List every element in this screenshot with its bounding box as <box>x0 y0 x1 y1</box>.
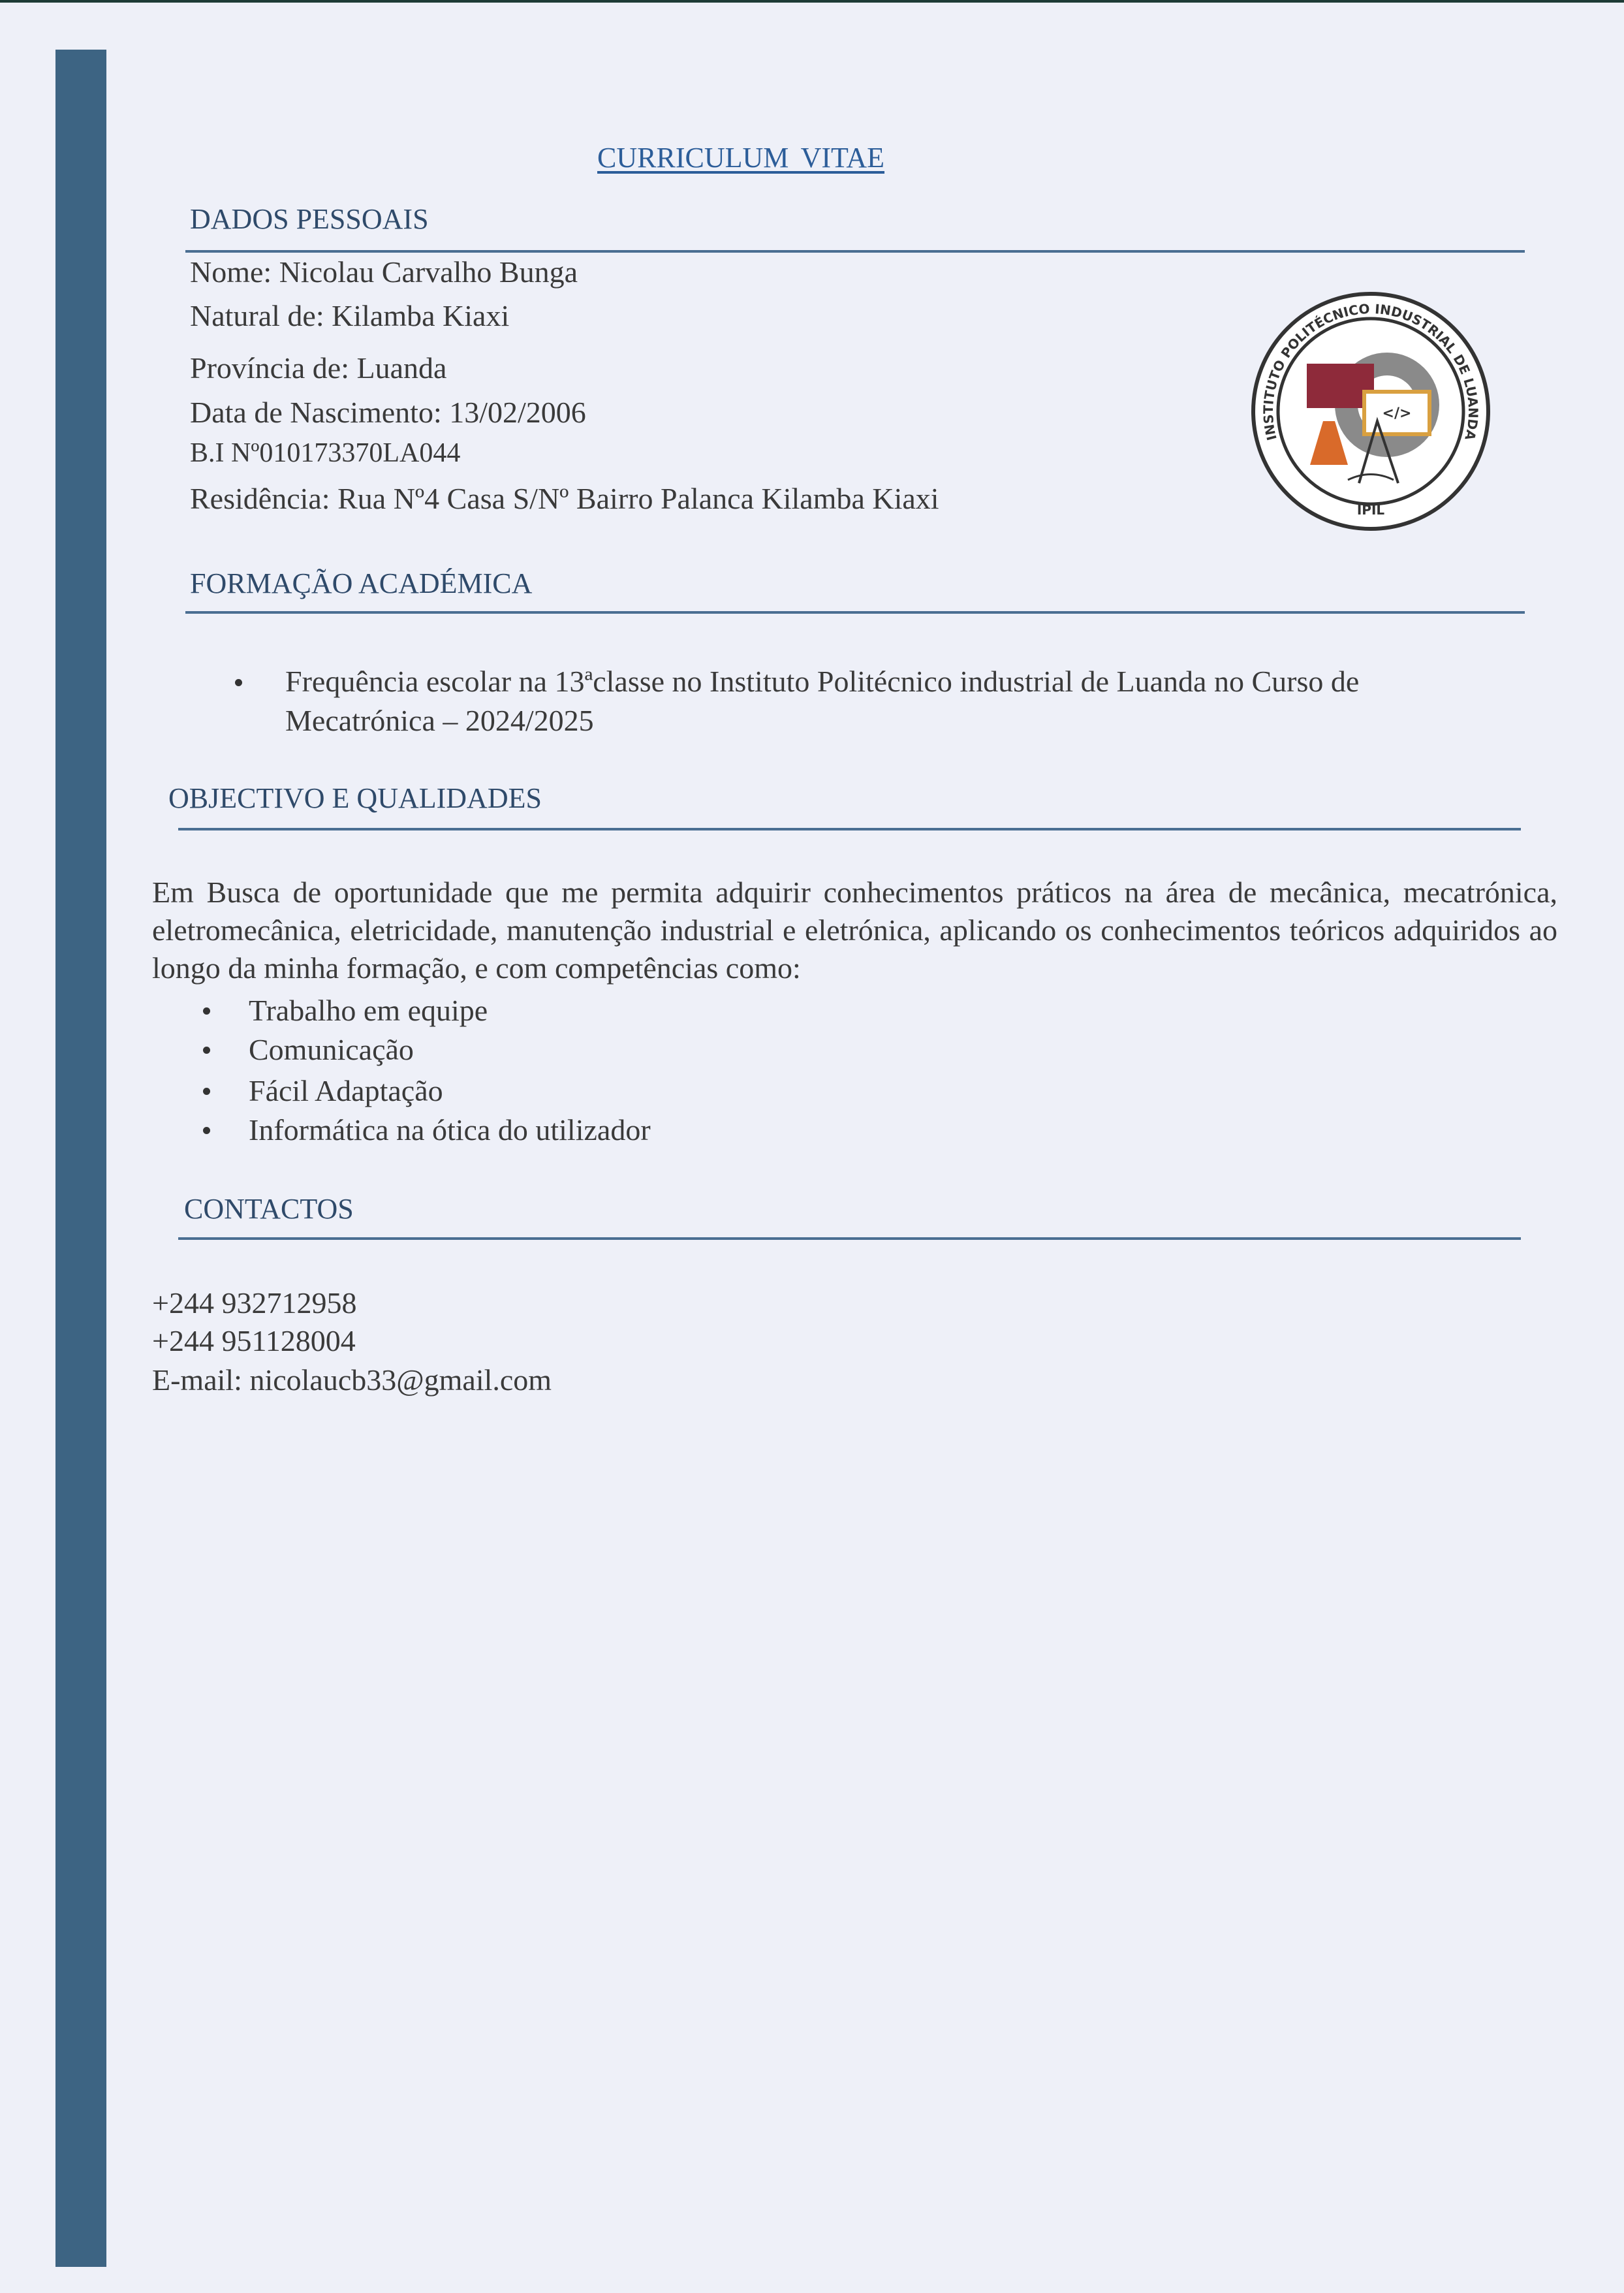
skill-item: Trabalho em equipe <box>249 994 488 1027</box>
skill-item: Comunicação <box>249 1033 414 1066</box>
name-field: Nome: Nicolau Carvalho Bunga <box>190 255 578 289</box>
sidebar-accent-bar <box>55 50 106 2267</box>
logo-abbr: IPIL <box>1356 502 1385 518</box>
school-logo-seal <box>1247 287 1495 535</box>
skill-item: Informática na ótica do utilizador <box>249 1113 651 1146</box>
natural-field: Natural de: Kilamba Kiaxi <box>190 299 510 332</box>
section-heading-personal: DADOS PESSOAIS <box>190 203 429 235</box>
section-heading-objective: OBJECTIVO E QUALIDADES <box>168 782 542 814</box>
education-item-cont: Mecatrónica – 2024/2025 <box>285 704 594 737</box>
divider <box>178 828 1521 830</box>
bullet-icon <box>203 1088 210 1095</box>
education-item: Frequência escolar na 13ªclasse no Instituto Politécnico industrial de Luanda no Curso de <box>285 665 1360 698</box>
divider <box>178 1237 1521 1240</box>
logo-ring-text: INSTITUTO POLITÉCNICO INDUSTRIAL DE LUANDA <box>1260 300 1482 443</box>
scan-edge <box>0 0 1624 3</box>
bullet-icon <box>203 1007 210 1015</box>
phone-number: +244 951128004 <box>152 1324 356 1357</box>
bullet-icon <box>235 679 242 686</box>
divider <box>185 611 1525 614</box>
divider <box>185 250 1525 253</box>
phone-number: +244 932712958 <box>152 1286 357 1320</box>
id-field: B.I Nº010173370LA044 <box>190 438 461 468</box>
birthdate-field: Data de Nascimento: 13/02/2006 <box>190 396 586 429</box>
section-heading-education: FORMAÇÃO ACADÉMICA <box>190 567 533 599</box>
email-address: E-mail: nicolaucb33@gmail.com <box>152 1363 552 1397</box>
bullet-icon <box>203 1127 210 1134</box>
residence-field: Residência: Rua Nº4 Casa S/Nº Bairro Palanca Kilamba Kiaxi <box>190 482 939 515</box>
bullet-icon <box>203 1047 210 1054</box>
svg-text:</>: </> <box>1382 405 1412 422</box>
skill-item: Fácil Adaptação <box>249 1074 443 1107</box>
objective-paragraph: Em Busca de oportunidade que me permita adquirir conhecimentos práticos na área de mecânica, mecatrónica, eletromecânica, eletricidade, manutenção industrial e eletrónica, aplicando os conhecimentos teóricos adquiridos ao longo da minha formação, e com competências como: <box>152 876 1557 985</box>
province-field: Província de: Luanda <box>190 351 447 385</box>
document-title: CURRICULUM VITAE <box>597 142 885 174</box>
section-heading-contacts: CONTACTOS <box>184 1193 354 1225</box>
